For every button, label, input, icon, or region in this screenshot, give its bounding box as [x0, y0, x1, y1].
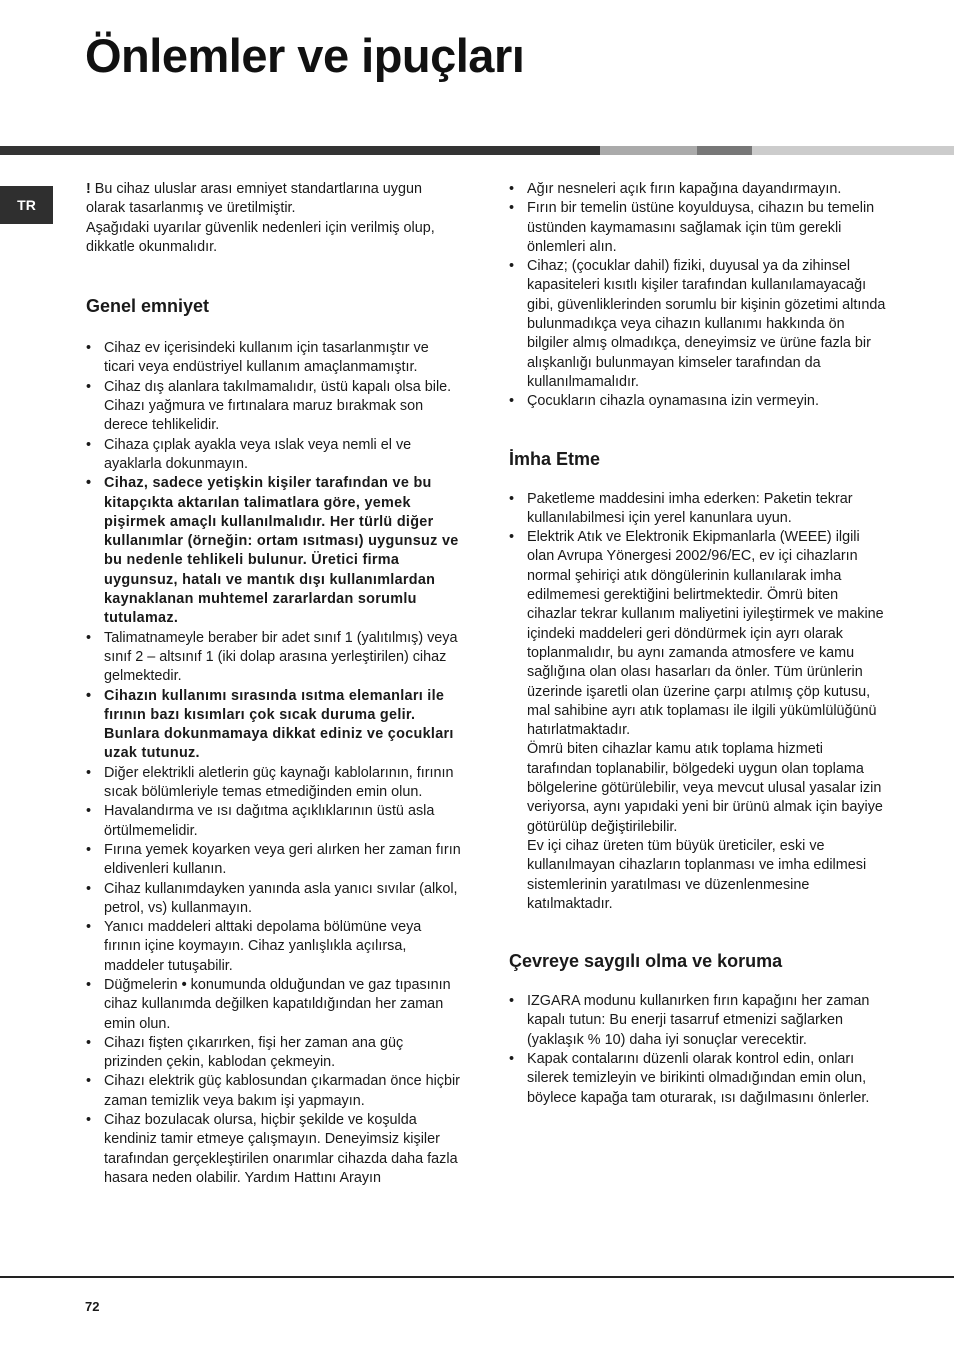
page-title: Önlemler ve ipuçları: [85, 29, 525, 82]
list-item: • Talimatnameyle beraber bir adet sınıf 1 (yalıtılmış) veya sınıf 2 – altsınıf 1 (iki dolap arasına yerleştirilen) cihaz gelmektedir.: [86, 629, 462, 687]
list-item: • Cihazı elektrik güç kablosundan çıkarmadan önce hiçbir zaman temizlik veya bakım işi yapmayın.: [86, 1072, 462, 1111]
list-item-bold: • Cihaz, sadece yetişkin kişiler tarafından ve bu kitapçıkta aktarılan talimatlara göre, yemek pişirmek amaçlı kullanılmalıdır. Her türlü diğer kullanımlar (örneğin: ortam ısıtması) uygunsuz ve bu nedenle tehlikeli bulunur. Üretici firma uygunsuz, hatalı ve mantık dışı kullanımlardan kaynaklanan muhtemel zararlardan sorumlu tutulamaz.: [86, 474, 462, 628]
list-item: • Diğer elektrikli aletlerin güç kaynağı kablolarının, fırının sıcak bölümleriyle temas etmediğinden emin olun.: [86, 764, 462, 803]
list-item: • Yanıcı maddeleri alttaki depolama bölümüne veya fırının içine koymayın. Cihaz yanlışlıkla açılırsa, maddeler tutuşabilir.: [86, 918, 462, 976]
section-heading-cevre: Çevreye saygılı olma ve koruma: [509, 951, 783, 972]
intro-paragraph: [86, 180, 462, 219]
list-item: • Kapak contalarını düzenli olarak kontrol edin, onları silerek temizleyin ve birikinti olmadığından emin olun, böylece kapağa tam oturarak, ısı dağılmasını önlerler.: [509, 1050, 887, 1108]
cevre-list: [509, 992, 887, 1108]
right-column: [509, 180, 887, 1108]
header-bar-dark: [0, 146, 600, 155]
header-bar-light: [752, 146, 954, 155]
section-heading-genel: Genel emniyet: [86, 296, 210, 317]
list-item-bold: • Cihazın kullanımı sırasında ısıtma elemanları ile fırının bazı kısımları çok sıcak duruma gelir. Bunlara dokunmamaya dikkat ediniz ve çocukları uzak tutunuz.: [86, 687, 462, 764]
list-item: • Ağır nesneleri açık fırın kapağına dayandırmayın.: [509, 180, 887, 199]
warning-mark: !: [86, 181, 91, 197]
list-item: • Fırın bir temelin üstüne koyulduysa, cihazın bu temelin üstünden kaymamasını sağlamak için tüm gerekli önlemleri alın.: [509, 199, 887, 257]
header-bar-mid: [600, 146, 697, 155]
list-item-knobs: [86, 976, 462, 1034]
list-item: • Fırına yemek koyarken veya geri alırken her zaman fırın eldivenleri kullanın.: [86, 841, 462, 880]
knobs-post: konumunda olduğundan ve gaz tıpasının cihaz kullanımda değilken kapatıldığından her zaman emin olun.: [104, 976, 451, 1032]
intro-text-2: Aşağıdaki uyarılar güvenlik nedenleri için verilmiş olup, dikkatle okunmalıdır.: [86, 219, 435, 255]
left-column: [86, 180, 462, 1188]
list-item: • Cihaz ev içerisindeki kullanım için tasarlanmıştır ve ticari veya endüstriyel kullanım amaçlanmamıştır.: [86, 339, 462, 378]
imha-list: [509, 490, 887, 915]
page-number: 72: [85, 1299, 100, 1314]
weee-para-3: Ev içi cihaz üreten tüm büyük üreticiler, eski ve kullanılmayan cihazların toplanması ve imha edilmesi sistemlerinin yaratılması ve düzenlenmesine katılmaktadır.: [527, 837, 867, 912]
knobs-pre: Düğmelerin: [104, 976, 178, 993]
intro-text-1: Bu cihaz uluslar arası emniyet standartlarına uygun olarak tasarlanmış ve üretilmiştir.: [86, 181, 422, 217]
list-item: • IZGARA modunu kullanırken fırın kapağını her zaman kapalı tutun: Bu enerji tasarruf etmenizi sağlarken (yaklaşık % 10) daha iyi sonuçlar verecektir.: [509, 992, 887, 1050]
list-item: • Cihaz; (çocuklar dahil) fiziki, duyusal ya da zihinsel kapasiteleri kısıtlı kişiler tarafından kullanılamayacağı gibi, güvenliklerinden sorumlu bir kişinin gözetimi altında bulunmadıkça veya cihazın kullanımı hakkında ön bilgiler almış olmadıkça, deneyimsiz ve ürüne fazla bir alışkanlığı bulunmayan kimseler tarafından da kullanılmamalıdır.: [509, 257, 887, 392]
list-item: • Cihaz dış alanlara takılmamalıdır, üstü kapalı olsa bile. Cihazı yağmura ve fırtınalara maruz bırakmak son derece tehlikelidir.: [86, 378, 462, 436]
list-item: • Havalandırma ve ısı dağıtma açıklıklarının üstü asla örtülmemelidir.: [86, 802, 462, 841]
list-item: • Paketleme maddesini imha ederken: Paketin tekrar kullanılabilmesi için yerel kanunlara uyun.: [509, 490, 887, 529]
header-bar-darkgray: [697, 146, 752, 155]
weee-para-2: Ömrü biten cihazlar kamu atık toplama hizmeti tarafından toplanabilir, bölgedeki uygun olan toplama bölgelerine götürülebilir, veya mevcut ulusal yasalar izin veriyorsa, aynı yapıdaki yeni bir ürünü almak için bayiye götürülüp değiştirilebilir.: [527, 741, 883, 835]
genel-list: [86, 339, 462, 1188]
footer-rule: [0, 1276, 954, 1278]
list-item: • Cihaza çıplak ayakla veya ıslak veya nemli el ve ayaklarla dokunmayın.: [86, 436, 462, 475]
list-item: • Cihaz kullanımdayken yanında asla yanıcı sıvılar (alkol, petrol, vs) kullanmayın.: [86, 880, 462, 919]
list-item: • Çocukların cihazla oynamasına izin vermeyin.: [509, 392, 887, 411]
language-tab: TR: [0, 186, 53, 224]
list-item: • Cihazı fişten çıkarırken, fişi her zaman ana güç prizinden çekin, kablodan çekmeyin.: [86, 1034, 462, 1073]
weee-text: Elektrik Atık ve Elektronik Ekipmanlarla (WEEE) ilgili olan Avrupa Yönergesi 2002/96/EC, ev içi cihazların normal şehiriçi atık döngülerinin kullanılarak imha edilmemesi gerektiğini belirtmektedir. Ömrü biten cihazlar tekrar kullanım maliyetini iyileştirmek ve makine içindeki maddeleri geri döndürmek için ayrı olarak toplanmalıdır, bu aynı zamanda atmosfere ve kamu sağlığına olan olası hasarları da önler. Tüm ürünlerin üzerinde işaretli olan üzerine çarpı atılmış çöp kutusu, mal sahibine ayrı atık toplaması ile ilgili yükümlülüğünü hatırlatmaktadır.: [527, 529, 884, 739]
right-top-list: [509, 180, 887, 412]
list-item: • Cihaz bozulacak olursa, hiçbir şekilde ve koşulda kendiniz tamir etmeye çalışmayın. Deneyimsiz kişiler tarafından gerçekleştirilen onarımlar cihazda daha fazla hasara neden olabilir. Yardım Hattını Arayın: [86, 1111, 462, 1188]
off-position-icon: •: [181, 976, 187, 993]
list-item: [509, 528, 887, 914]
section-heading-imha: İmha Etme: [509, 448, 601, 469]
